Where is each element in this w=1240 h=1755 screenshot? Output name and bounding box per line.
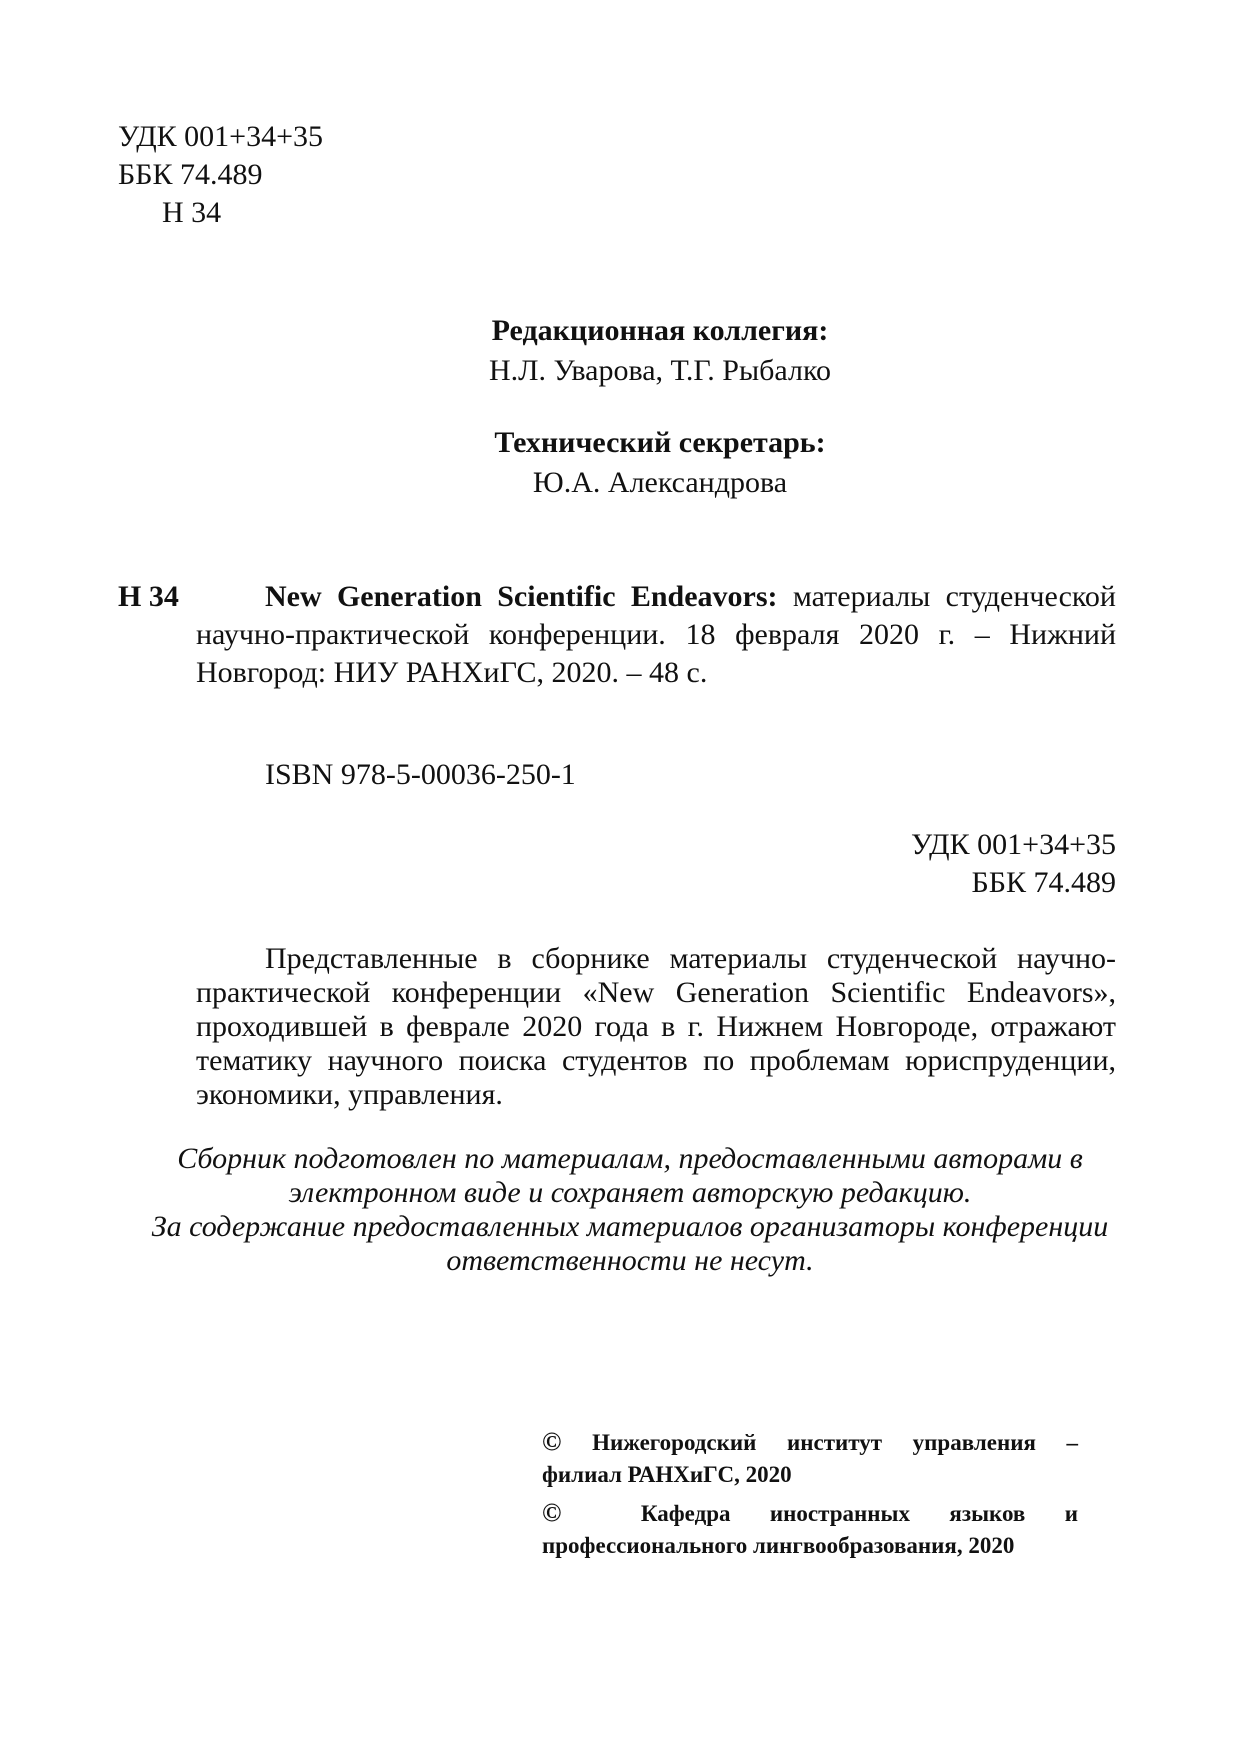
annotation-line-1: Представленные в сборнике материалы студенческой научно-: [265, 942, 1116, 975]
bibliographic-line-1: [196, 578, 1116, 616]
technical-secretary-name: Ю.А. Александрова: [532, 466, 788, 499]
annotation-line-5: экономики, управления.: [196, 1078, 503, 1111]
udk-code-right: УДК 001+34+35: [910, 828, 1116, 861]
annotation-line-3: проходившей в феврале 2020 года в г. Нижнем Новгороде, отражают: [196, 1010, 1116, 1043]
classification-block: [118, 118, 518, 232]
disclaimer-line-2: электронном виде и сохраняет авторскую редакцию.: [288, 1176, 972, 1209]
copyright-entry-1-line-2: филиал РАНХиГС, 2020: [542, 1462, 792, 1487]
bibliographic-line-3: Новгород: НИУ РАНХиГС, 2020. – 48 с.: [196, 656, 708, 689]
bibliographic-line-1-rest: материалы студенческой: [792, 580, 1116, 613]
copyright-symbol-icon: ©: [542, 1498, 562, 1527]
bibliographic-title: New Generation Scientific Endeavors:: [265, 580, 778, 613]
disclaimer-line-4: ответственности не несут.: [446, 1244, 814, 1277]
annotation: [196, 942, 1116, 1112]
copyright-entry-2-line-2: профессионального лингвообразования, 2020: [542, 1533, 1015, 1558]
technical-secretary: [340, 424, 980, 502]
editorial-board: [340, 312, 980, 390]
bbk-code: ББК 74.489: [118, 158, 263, 191]
copyright-entry-1: [542, 1426, 1078, 1491]
copyright-entry-1-line-1: [542, 1426, 1078, 1459]
copyright-entry-2-text: Кафедра иностранных языков и: [640, 1501, 1079, 1526]
disclaimer: [150, 1142, 1110, 1278]
copyright-entry-2-line-1: [542, 1497, 1078, 1530]
annotation-line-2: практической конференции «New Generation Scientific Endeavors»,: [196, 976, 1116, 1009]
editorial-board-heading: Редакционная коллегия:: [491, 314, 829, 347]
disclaimer-line-3: За содержание предоставленных материалов организаторы конференции: [151, 1210, 1109, 1243]
copyright-entry-1-text: Нижегородский институт управления –: [592, 1430, 1079, 1455]
technical-secretary-heading: Технический секретарь:: [494, 426, 826, 459]
bibliographic-sign: Н 34: [118, 580, 179, 613]
disclaimer-line-1: Сборник подготовлен по материалам, предоставленными авторами в: [177, 1142, 1083, 1175]
bibliographic-entry: [196, 578, 1116, 692]
bibliographic-line-2: научно-практической конференции. 18 февраля 2020 г. – Нижний: [196, 618, 1116, 651]
copyright-block: [542, 1426, 1078, 1562]
editorial-board-names: Н.Л. Уварова, Т.Г. Рыбалко: [488, 354, 832, 387]
classification-right: [700, 826, 1116, 902]
copyright-symbol-icon: ©: [542, 1427, 562, 1456]
udk-code: УДК 001+34+35: [118, 120, 324, 153]
isbn: ISBN 978-5-00036-250-1: [265, 758, 576, 791]
bbk-code-right: ББК 74.489: [971, 866, 1116, 899]
copyright-entry-2: [542, 1497, 1078, 1562]
author-sign: Н 34: [162, 196, 222, 229]
annotation-line-4: тематику научного поиска студентов по проблемам юриспруденции,: [196, 1044, 1116, 1077]
